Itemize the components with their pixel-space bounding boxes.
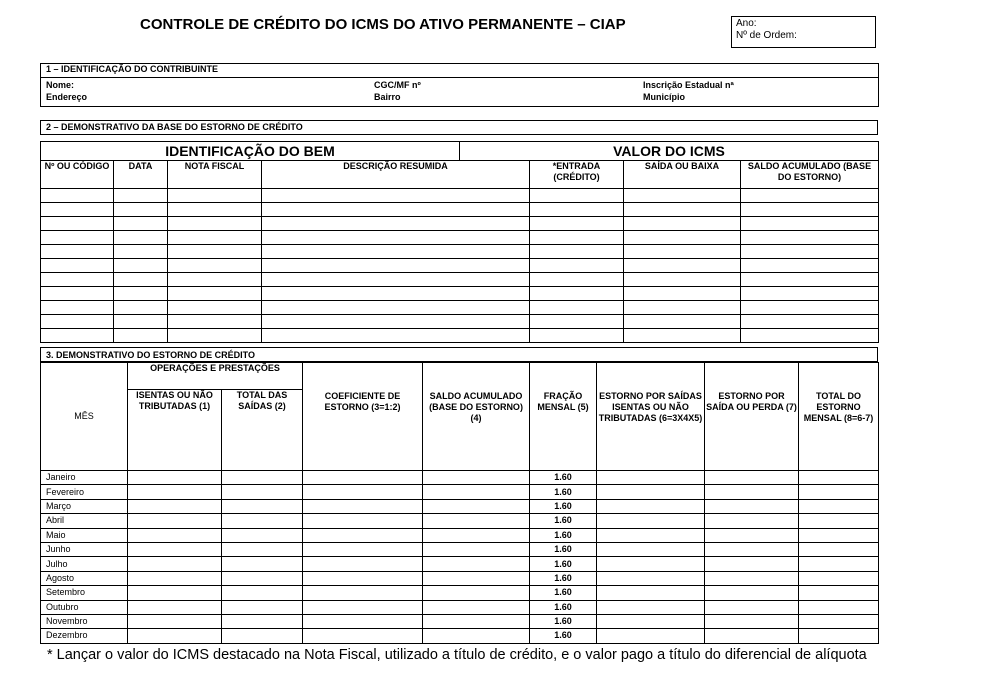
table-row[interactable]	[41, 287, 879, 301]
fracao-value: 1.60	[530, 614, 597, 628]
month-label: Abril	[41, 514, 128, 528]
month-label: Maio	[41, 528, 128, 542]
municipio-label[interactable]: Município	[643, 92, 685, 102]
fracao-value: 1.60	[530, 557, 597, 571]
section2-title: 2 – DEMONSTRATIVO DA BASE DO ESTORNO DE CRÉDITO	[40, 120, 878, 135]
section1-title: 1 – IDENTIFICAÇÃO DO CONTRIBUINTE	[41, 64, 879, 78]
table-row[interactable]	[41, 557, 879, 571]
month-label: Dezembro	[41, 629, 128, 643]
table-row[interactable]	[41, 259, 879, 273]
table-row[interactable]	[41, 600, 879, 614]
month-label: Outubro	[41, 600, 128, 614]
table-row[interactable]	[41, 528, 879, 542]
month-label: Julho	[41, 557, 128, 571]
fracao-value: 1.60	[530, 600, 597, 614]
table-row[interactable]	[41, 571, 879, 585]
fracao-value: 1.60	[530, 629, 597, 643]
ordem-label: Nº de Ordem:	[736, 30, 797, 41]
ano-label: Ano:	[736, 18, 757, 29]
ano-ordem-box[interactable]	[731, 16, 876, 48]
col-saida-baixa: SAÍDA OU BAIXA	[624, 161, 741, 189]
col-coeficiente: COEFICIENTE DE ESTORNO (3=1:2)	[303, 363, 423, 471]
col-numero-codigo: Nº OU CÓDIGO	[41, 161, 114, 189]
table-row[interactable]	[41, 485, 879, 499]
month-label: Agosto	[41, 571, 128, 585]
table-row[interactable]	[41, 542, 879, 556]
month-label: Setembro	[41, 586, 128, 600]
fracao-value: 1.60	[530, 571, 597, 585]
section1-contributor-table	[40, 63, 879, 107]
table-row[interactable]	[41, 203, 879, 217]
table-row[interactable]	[41, 315, 879, 329]
table-row[interactable]	[41, 217, 879, 231]
col-estorno-saidas: ESTORNO POR SAÍDAS ISENTAS OU NÃO TRIBUTADAS (6=3X4X5)	[597, 363, 705, 471]
fracao-value: 1.60	[530, 485, 597, 499]
section3-title: 3. DEMONSTRATIVO DO ESTORNO DE CRÉDITO	[40, 347, 878, 362]
col-total-estorno: TOTAL DO ESTORNO MENSAL (8=6-7)	[799, 363, 879, 471]
table-row[interactable]	[41, 273, 879, 287]
col-total-saidas: TOTAL DAS SAÍDAS (2)	[222, 390, 303, 471]
bairro-label[interactable]: Bairro	[374, 92, 401, 102]
table-row[interactable]	[41, 245, 879, 259]
section2-table	[40, 141, 879, 343]
table-row[interactable]	[41, 231, 879, 245]
footnote: * Lançar o valor do ICMS destacado na Nota Fiscal, utilizado a título de crédito, e o valor pago a título do diferencial de alíquota	[47, 647, 867, 663]
month-label: Novembro	[41, 614, 128, 628]
table-row[interactable]	[41, 301, 879, 315]
fracao-value: 1.60	[530, 528, 597, 542]
section3-table	[40, 362, 879, 644]
table-row[interactable]	[41, 471, 879, 485]
month-label: Março	[41, 499, 128, 513]
table-row[interactable]	[41, 499, 879, 513]
cgc-label[interactable]: CGC/MF nº	[374, 80, 421, 90]
fracao-value: 1.60	[530, 586, 597, 600]
fracao-value: 1.60	[530, 499, 597, 513]
col-fracao-mensal: FRAÇÃO MENSAL (5)	[530, 363, 597, 471]
col-saldo-acumulado: SALDO ACUMULADO (BASE DO ESTORNO)	[741, 161, 879, 189]
col-entrada: *ENTRADA (CRÉDITO)	[530, 161, 624, 189]
group-operacoes-prestacoes: OPERAÇÕES E PRESTAÇÕES	[128, 363, 303, 390]
table-row[interactable]	[41, 189, 879, 203]
inscricao-label[interactable]: Inscrição Estadual nª	[643, 80, 734, 90]
fracao-value: 1.60	[530, 471, 597, 485]
form-title: CONTROLE DE CRÉDITO DO ICMS DO ATIVO PERMANENTE – CIAP	[140, 16, 626, 33]
col-isentas: ISENTAS OU NÃO TRIBUTADAS (1)	[128, 390, 222, 471]
month-label: Janeiro	[41, 471, 128, 485]
month-label: Fevereiro	[41, 485, 128, 499]
table-row[interactable]	[41, 614, 879, 628]
group-valor-icms: VALOR DO ICMS	[460, 142, 879, 161]
fracao-value: 1.60	[530, 542, 597, 556]
month-label: Junho	[41, 542, 128, 556]
endereco-label[interactable]: Endereço	[46, 92, 88, 102]
group-identificacao-bem: IDENTIFICAÇÃO DO BEM	[41, 142, 460, 161]
table-row[interactable]	[41, 629, 879, 643]
col-saldo-acumulado-3: SALDO ACUMULADO (BASE DO ESTORNO) (4)	[423, 363, 530, 471]
col-estorno-perda: ESTORNO POR SAÍDA OU PERDA (7)	[705, 363, 799, 471]
table-row[interactable]	[41, 329, 879, 343]
table-row[interactable]	[41, 586, 879, 600]
col-descricao: DESCRIÇÃO RESUMIDA	[262, 161, 530, 189]
table-row[interactable]	[41, 514, 879, 528]
fracao-value: 1.60	[530, 514, 597, 528]
col-mes: MÊS	[41, 363, 128, 471]
nome-label[interactable]: Nome:	[46, 80, 75, 90]
col-nota-fiscal: NOTA FISCAL	[168, 161, 262, 189]
col-data: DATA	[114, 161, 168, 189]
